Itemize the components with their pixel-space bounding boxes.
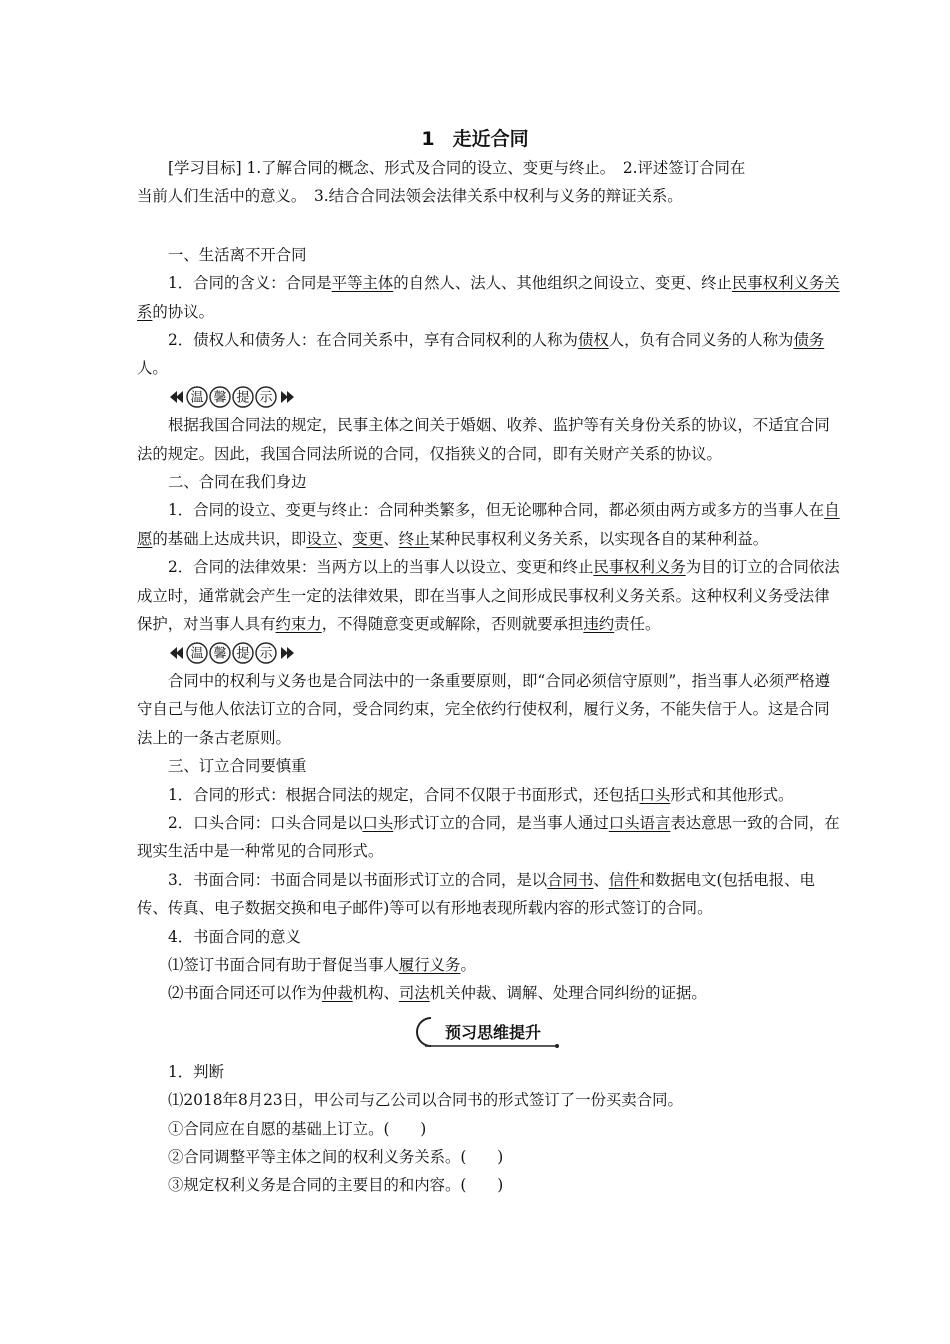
key-term: 口头 bbox=[362, 813, 394, 832]
key-term: 终止 bbox=[398, 529, 430, 548]
lesson-title-text: 走近合同 bbox=[452, 128, 529, 150]
tip-char: 提 bbox=[236, 390, 250, 406]
tip-char: 馨 bbox=[213, 646, 227, 662]
key-term: 口头语言 bbox=[608, 813, 671, 832]
tip-badge-icon bbox=[168, 386, 296, 408]
key-term: 约束力 bbox=[275, 615, 322, 634]
tip-char: 提 bbox=[236, 646, 250, 662]
tip-badge bbox=[137, 383, 842, 411]
key-term: 变更 bbox=[352, 529, 384, 548]
paragraph: 2．口头合同：口头合同是以口头形式订立的合同，是当事人通过口头语言表达意思一致的合同，在现实生活中是一种常见的合同形式。 bbox=[137, 813, 840, 861]
key-term: 口头 bbox=[639, 785, 671, 804]
tip-char: 馨 bbox=[213, 390, 227, 406]
section-heading: 二、合同在我们身边 bbox=[168, 473, 307, 492]
objectives-line: 1.了解合同的概念、形式及合同的设立、变更与终止。 2.评述签订合同在 bbox=[246, 159, 746, 177]
paragraph: 4．书面合同的意义 bbox=[168, 927, 301, 946]
key-term: 债务 bbox=[793, 331, 825, 350]
tip-char: 温 bbox=[190, 390, 204, 406]
tip-text: 根据我国合同法的规定，民事主体之间关于婚姻、收养、监护等有关身份关系的协议，不适宜合同法的规定。因此，我国合同法所说的合同，仅指狭义的合同，即有关财产关系的协议。 bbox=[137, 416, 830, 463]
exercise-item: ②合同调整平等主体之间的权利义务关系。( ) bbox=[168, 1147, 504, 1166]
lesson-content bbox=[137, 154, 842, 1200]
key-term: 平等主体 bbox=[331, 274, 394, 293]
exercise-item: ③规定权利义务是合同的主要目的和内容。( ) bbox=[168, 1176, 504, 1195]
tip-char: 示 bbox=[259, 646, 273, 662]
paragraph: ⑵书面合同还可以作为仲裁机构、司法机关仲裁、调解、处理合同纠纷的证据。 bbox=[168, 984, 707, 1003]
tip-char: 温 bbox=[190, 646, 204, 662]
paragraph: 2．债权人和债务人：在合同关系中，享有合同权利的人称为债权人，负有合同义务的人称为债务人。 bbox=[137, 331, 825, 378]
tip-badge bbox=[137, 638, 842, 666]
paragraph: 1．合同的设立、变更与终止：合同种类繁多，但无论哪种合同，都必须由两方或多方的当事人在自愿的基础上达成共识，即设立、变更、终止某种民事权利义务关系，以实现各自的某种利益。 bbox=[137, 501, 840, 548]
exercise-heading: 1．判断 bbox=[168, 1062, 224, 1081]
key-term: 民事权利义务 bbox=[593, 558, 686, 577]
paragraph: 1．合同的含义：合同是平等主体的自然人、法人、其他组织之间设立、变更、终止民事权利义务关系的协议。 bbox=[137, 274, 840, 321]
preview-banner bbox=[137, 1010, 842, 1054]
lesson-number: 1 bbox=[421, 128, 435, 150]
section-heading: 三、订立合同要慎重 bbox=[168, 757, 307, 776]
key-term: 债权 bbox=[577, 331, 609, 350]
learning-objectives bbox=[137, 154, 842, 182]
exercise-item: ①合同应在自愿的基础上订立。( ) bbox=[168, 1119, 427, 1138]
paragraph: 3．书面合同：书面合同是以书面形式订立的合同，是以合同书、信件和数据电文(包括电报、电传、传真、电子数据交换和电子邮件)等可以有形地表现所载内容的形式签订的合同。 bbox=[137, 870, 815, 918]
tip-text: 合同中的权利与义务也是合同法中的一条重要原则，即“合同必须信守原则”，指当事人必须严格遵守自己与他人依法订立的合同，受合同约束，完全依约行使权利，履行义务，不能失信于人。这是合同法上的一条古老原则。 bbox=[137, 671, 831, 747]
preview-banner-icon bbox=[415, 1015, 565, 1049]
key-term: 司法 bbox=[398, 984, 430, 1003]
section-heading: 一、生活离不开合同 bbox=[168, 245, 307, 264]
lesson-title bbox=[0, 124, 950, 151]
learning-objectives-cont: 当前人们生活中的意义。 3.结合合同法领会法律关系中权利与义务的辩证关系。 bbox=[137, 187, 683, 206]
paragraph: 2．合同的法律效果：当两方以上的当事人以设立、变更和终止民事权利义务为目的订立的合同依法成立时，通常就会产生一定的法律效果，即在当事人之间形成民事权利义务关系。这种权利义务受法律保护，对当事人具有约束力，不得随意变更或解除，否则就要承担违约责任。 bbox=[137, 558, 840, 634]
tip-char: 示 bbox=[259, 390, 273, 406]
preview-banner-text: 预习思维提升 bbox=[444, 1022, 541, 1042]
paragraph: ⑴签订书面合同有助于督促当事人履行义务。 bbox=[168, 955, 476, 974]
objectives-tag: [学习目标] bbox=[168, 159, 242, 177]
key-term: 信件 bbox=[608, 870, 640, 889]
key-term: 合同书 bbox=[547, 870, 594, 889]
key-term: 民事权利义务关系 bbox=[137, 274, 840, 321]
key-term: 履行义务 bbox=[398, 955, 461, 974]
exercise-intro: ⑴2018年8月23日，甲公司与乙公司以合同书的形式签订了一份买卖合同。 bbox=[168, 1091, 683, 1110]
tip-badge-icon bbox=[168, 642, 296, 664]
key-term: 设立 bbox=[306, 529, 338, 548]
key-term: 违约 bbox=[583, 615, 615, 634]
key-term: 自愿 bbox=[137, 501, 840, 548]
paragraph: 1．合同的形式：根据合同法的规定，合同不仅限于书面形式，还包括口头形式和其他形式。 bbox=[168, 785, 794, 804]
key-term: 仲裁 bbox=[321, 984, 353, 1003]
